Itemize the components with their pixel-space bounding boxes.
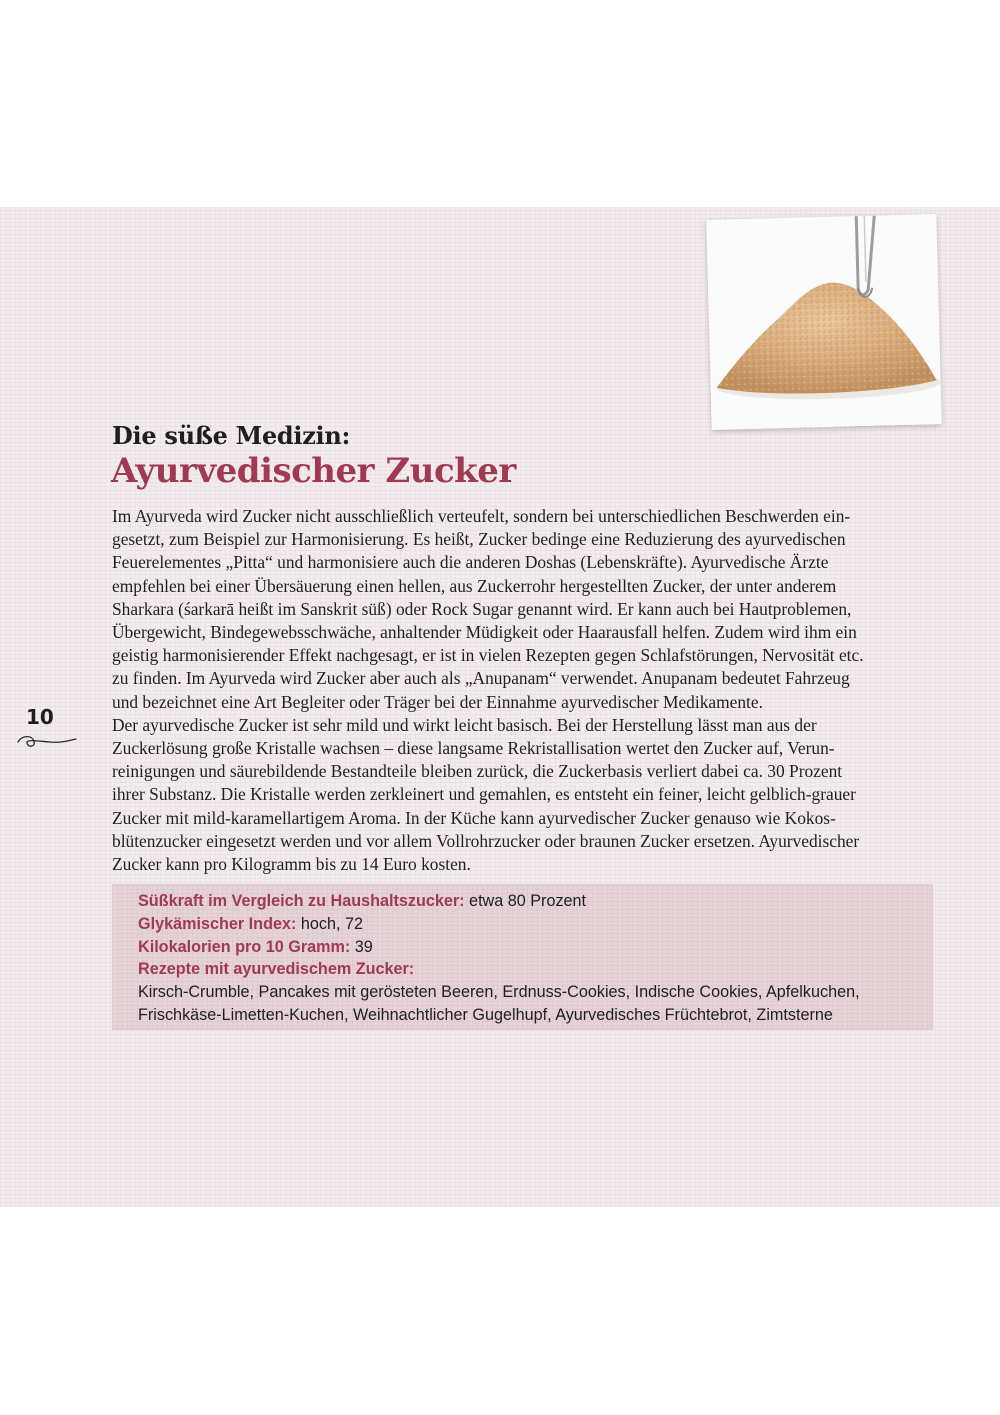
body-line: und bezeichnet eine Art Begleiter oder Träger bei der Einnahme ayurvedischer Medikamente. — [112, 691, 763, 712]
body-line: zu finden. Im Ayurveda wird Zucker aber auch als „Anupanam“ verwendet. Anupanam bedeutet Fahrzeug — [112, 668, 850, 689]
sugar-photo — [706, 214, 941, 430]
body-line: reinigungen und säurebildende Bestandteile bleiben zurück, die Zuckerbasis verliert dabei ca. 30 Prozent — [112, 761, 843, 782]
body-line: ihrer Substanz. Die Kristalle werden zerkleinert und gemahlen, es entsteht ein feiner, leicht gelblich-grauer — [112, 784, 856, 805]
body-line: Im Ayurveda wird Zucker nicht ausschließlich verteufelt, sondern bei unterschiedlichen Beschwerden ein- — [112, 506, 851, 526]
body-line: Feuerelementes „Pitta“ und harmonisiere auch die anderen Doshas (Lebenskräfte). Ayurvedische Ärzte — [112, 552, 829, 573]
sweetness-label: Süßkraft im Vergleich zu Haushaltszucker: — [138, 892, 465, 910]
recipes-label: Rezepte mit ayurvedischem Zucker: — [138, 960, 415, 979]
body-line: Zuckerlösung große Kristalle wachsen – diese langsame Rekristallisation wertet den Zucker auf, Verun- — [112, 738, 835, 759]
body-line: Zucker kann pro Kilogramm bis zu 14 Euro kosten. — [112, 854, 471, 875]
page-title: Ayurvedischer Zucker — [111, 451, 516, 491]
body-text — [112, 505, 942, 876]
sugar-pile-photo — [706, 214, 941, 430]
section-kicker: Die süße Medizin: — [112, 421, 351, 450]
kcal-value: 39 — [350, 937, 373, 956]
recipes-line: Frischkäse-Limetten-Kuchen, Weihnachtlicher Gugelhupf, Ayurvedisches Früchtebrot, Zimtsterne — [138, 1005, 833, 1024]
body-line: Zucker mit mild-karamellartigem Aroma. In der Küche kann ayurvedischer Zucker genauso wie Kokos- — [112, 807, 836, 828]
recipes-line: Kirsch-Crumble, Pancakes mit gerösteten Beeren, Erdnuss-Cookies, Indische Cookies, Apfelkuchen, — [138, 983, 860, 1002]
body-line: Übergewicht, Bindegewebsschwäche, anhaltender Müdigkeit oder Haarausfall helfen. Zudem wird ihm ein — [112, 622, 857, 643]
recipes-row — [138, 958, 933, 981]
gi-row — [138, 913, 933, 936]
body-line: empfehlen bei einer Übersäuerung einen hellen, aus Zuckerrohr hergestellten Zucker, der unter anderem — [112, 575, 837, 596]
page-number: 10 — [26, 705, 54, 729]
sweetness-value: etwa 80 Prozent — [464, 892, 587, 910]
body-line: geistig harmonisierender Effekt nachgesagt, er ist in vielen Rezepten gegen Schlafstörungen, Nervosität etc. — [112, 645, 864, 666]
body-line: gesetzt, zum Beispiel zur Harmonisierung. Es heißt, Zucker bedinge eine Reduzierung des ayurvedischen — [112, 529, 846, 550]
body-line: blütenzucker eingesetzt werden und vor allem Vollrohrzucker oder braunen Zucker ersetzen. Ayurvedischer — [112, 830, 860, 851]
gi-label: Glykämischer Index: — [138, 914, 297, 933]
gi-value: hoch, 72 — [296, 914, 363, 933]
kcal-row — [138, 936, 933, 959]
body-line: Sharkara (śarkarā heißt im Sanskrit süß) oder Rock Sugar genannt wird. Er kann auch bei Hautproblemen, — [112, 598, 852, 619]
sweetness-row — [138, 890, 933, 913]
info-box — [112, 884, 933, 1030]
body-line: Der ayurvedische Zucker ist sehr mild und wirkt leicht basisch. Bei der Herstellung lässt man aus der — [112, 714, 817, 735]
kcal-label: Kilokalorien pro 10 Gramm: — [138, 937, 351, 956]
swirl-ornament-icon — [16, 733, 78, 751]
